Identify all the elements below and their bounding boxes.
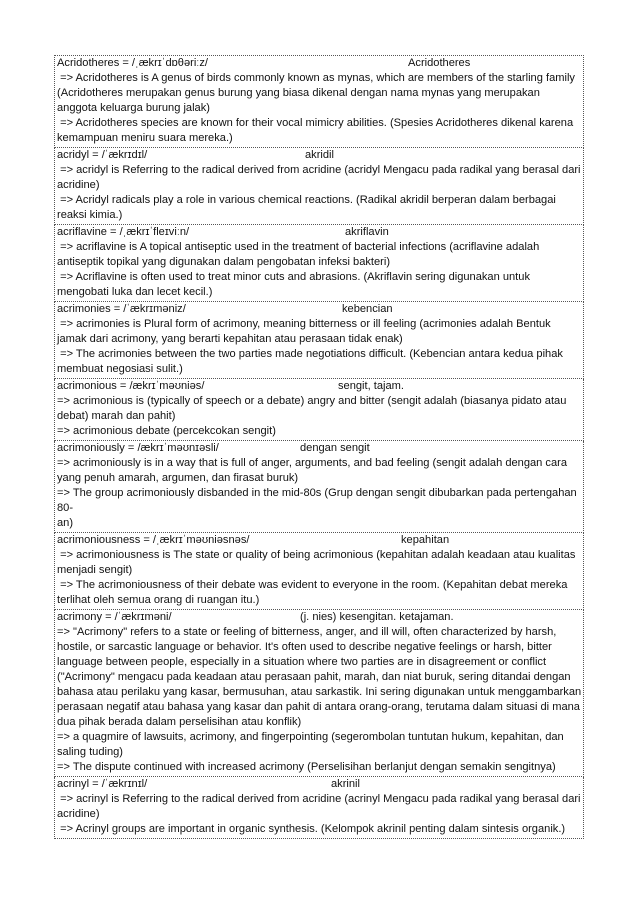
example-line: => acrimonious debate (percekcokan sengit) bbox=[57, 425, 276, 437]
translation: akridil bbox=[305, 149, 334, 161]
dictionary-entry bbox=[54, 148, 584, 225]
dictionary-entry bbox=[54, 379, 584, 441]
example-line: => Acriflavine is often used to treat minor cuts and abrasions. (Akriflavin sering digunakan untuk mengobati luka dan lecet kecil.) bbox=[57, 271, 534, 298]
example-line: => Acridyl radicals play a role in various chemical reactions. (Radikal akridil berperan dalam berbagai reaksi kimia.) bbox=[57, 194, 559, 221]
headword: acrimony = /ˈækrɪməni/ bbox=[57, 611, 172, 623]
example-line: => The acrimonies between the two parties made negotiations difficult. (Kebencian antara kedua pihak membuat negosiasi sulit.) bbox=[57, 348, 567, 375]
entry-header bbox=[57, 302, 582, 317]
headword: acrimonies = /ˈækrɪməniz/ bbox=[57, 303, 186, 315]
example-line: => The dispute continued with increased acrimony (Perselisihan berlanjut dengan semakin sengitnya) bbox=[57, 761, 556, 773]
translation: Acridotheres bbox=[408, 57, 471, 69]
example-line: => acridyl is Referring to the radical derived from acridine (acridyl Mengacu pada radikal yang berasal dari acridine) bbox=[57, 164, 584, 191]
example-line: an) bbox=[57, 517, 74, 529]
entry-header bbox=[57, 379, 582, 394]
entry-header bbox=[57, 441, 582, 456]
entry-header bbox=[57, 533, 582, 548]
dictionary-entry bbox=[54, 533, 584, 610]
example-line: => "Acrimony" refers to a state or feeling of bitterness, anger, and ill will, often characterized by harsh, hostile, or sarcastic language or behavior. It's often used to describe negative feelings or harsh, bitter language between people, especially in a situation where two parties are in disagreement or conflict ("Acrimony" mengacu pada keadaan atau perasaan pahit, marah, dan niat buruk, sering ditandai dengan bahasa atau perilaku yang kasar, bermusuhan, atau sarkastik. Ini sering digunakan untuk menggambarkan perasaan negatif atau bahasa yang kasar dan pahit di antara orang-orang, terutama dalam situasi di mana dua pihak berada dalam perselisihan atau konflik) bbox=[57, 626, 585, 728]
example-line: => acrimoniously is in a way that is full of anger, arguments, and bad feeling (sengit adalah dengan cara yang penuh amarah, argumen, dan firasat buruk) bbox=[57, 457, 571, 484]
entry-header bbox=[57, 148, 582, 163]
headword: acridyl = /ˈækrɪdɪl/ bbox=[57, 149, 148, 161]
headword: acriflavine = /ˌækrɪˈfleɪviːn/ bbox=[57, 226, 190, 238]
example-line: => acriflavine is A topical antiseptic used in the treatment of bacterial infections (acriflavine adalah antiseptik topikal yang digunakan dalam pengobatan infeksi bakteri) bbox=[57, 241, 543, 268]
headword: acrimoniously = /ækrɪˈməʊnɪəsli/ bbox=[57, 442, 219, 454]
entry-header bbox=[57, 777, 582, 792]
headword: Acridotheres = /ˌækrɪˈdɒθəriːz/ bbox=[57, 57, 208, 69]
entry-header bbox=[57, 610, 582, 625]
translation: akriflavin bbox=[345, 226, 389, 238]
translation: dengan sengit bbox=[300, 442, 370, 454]
headword: acrinyl = /ˈækrɪnɪl/ bbox=[57, 778, 148, 790]
translation: kepahitan bbox=[401, 534, 450, 546]
translation: (j. nies) kesengitan. ketajaman. bbox=[300, 611, 454, 623]
translation: akrinil bbox=[331, 778, 360, 790]
entry-header bbox=[57, 56, 582, 71]
example-line: => The acrimoniousness of their debate was evident to everyone in the room. (Kepahitan debat mereka terlihat oleh semua orang di ruangan itu.) bbox=[57, 579, 571, 606]
dictionary-entry bbox=[54, 441, 584, 533]
dictionary-entry bbox=[54, 777, 584, 839]
example-line: => acrinyl is Referring to the radical derived from acridine (acrinyl Mengacu pada radikal yang berasal dari acridine) bbox=[57, 793, 584, 820]
dictionary-entry bbox=[54, 610, 584, 777]
example-line: => The group acrimoniously disbanded in the mid-80s (Grup dengan sengit dibubarkan pada pertengahan 80- bbox=[57, 487, 580, 514]
entry-header bbox=[57, 225, 582, 240]
example-line: => acrimonious is (typically of speech or a debate) angry and bitter (sengit adalah (biasanya pidato atau debat) marah dan pahit) bbox=[57, 395, 570, 422]
example-line: => Acridotheres species are known for their vocal mimicry abilities. (Spesies Acridotheres dikenal karena kemampuan meniru suara mereka.) bbox=[57, 117, 577, 144]
dictionary-entry bbox=[54, 225, 584, 302]
example-line: => acrimoniousness is The state or quality of being acrimonious (kepahitan adalah keadaan atau kualitas menjadi sengit) bbox=[57, 549, 579, 576]
translation: sengit, tajam. bbox=[338, 380, 404, 392]
dictionary-entry bbox=[54, 55, 584, 148]
example-line: => Acrinyl groups are important in organic synthesis. (Kelompok akrinil penting dalam sintesis organik.) bbox=[57, 823, 566, 835]
example-line: => a quagmire of lawsuits, acrimony, and fingerpointing (segerombolan tuntutan hukum, kepahitan, dan saling tuding) bbox=[57, 731, 567, 758]
headword: acrimonious = /ækrɪˈməʊniəs/ bbox=[57, 380, 205, 392]
glossary-page bbox=[54, 55, 584, 839]
example-line: => acrimonies is Plural form of acrimony, meaning bitterness or ill feeling (acrimonies adalah Bentuk jamak dari acrimony, yang berarti kepahitan atau perasaan tidak enak) bbox=[57, 318, 554, 345]
dictionary-entry bbox=[54, 302, 584, 379]
example-line: => Acridotheres is A genus of birds commonly known as mynas, which are members of the starling family (Acridotheres merupakan genus burung yang biasa dikenal dengan nama mynas yang merupakan anggota keluarga burung jalak) bbox=[57, 72, 579, 114]
headword: acrimoniousness = /ˌækrɪˈməʊniəsnəs/ bbox=[57, 534, 250, 546]
translation: kebencian bbox=[342, 303, 393, 315]
